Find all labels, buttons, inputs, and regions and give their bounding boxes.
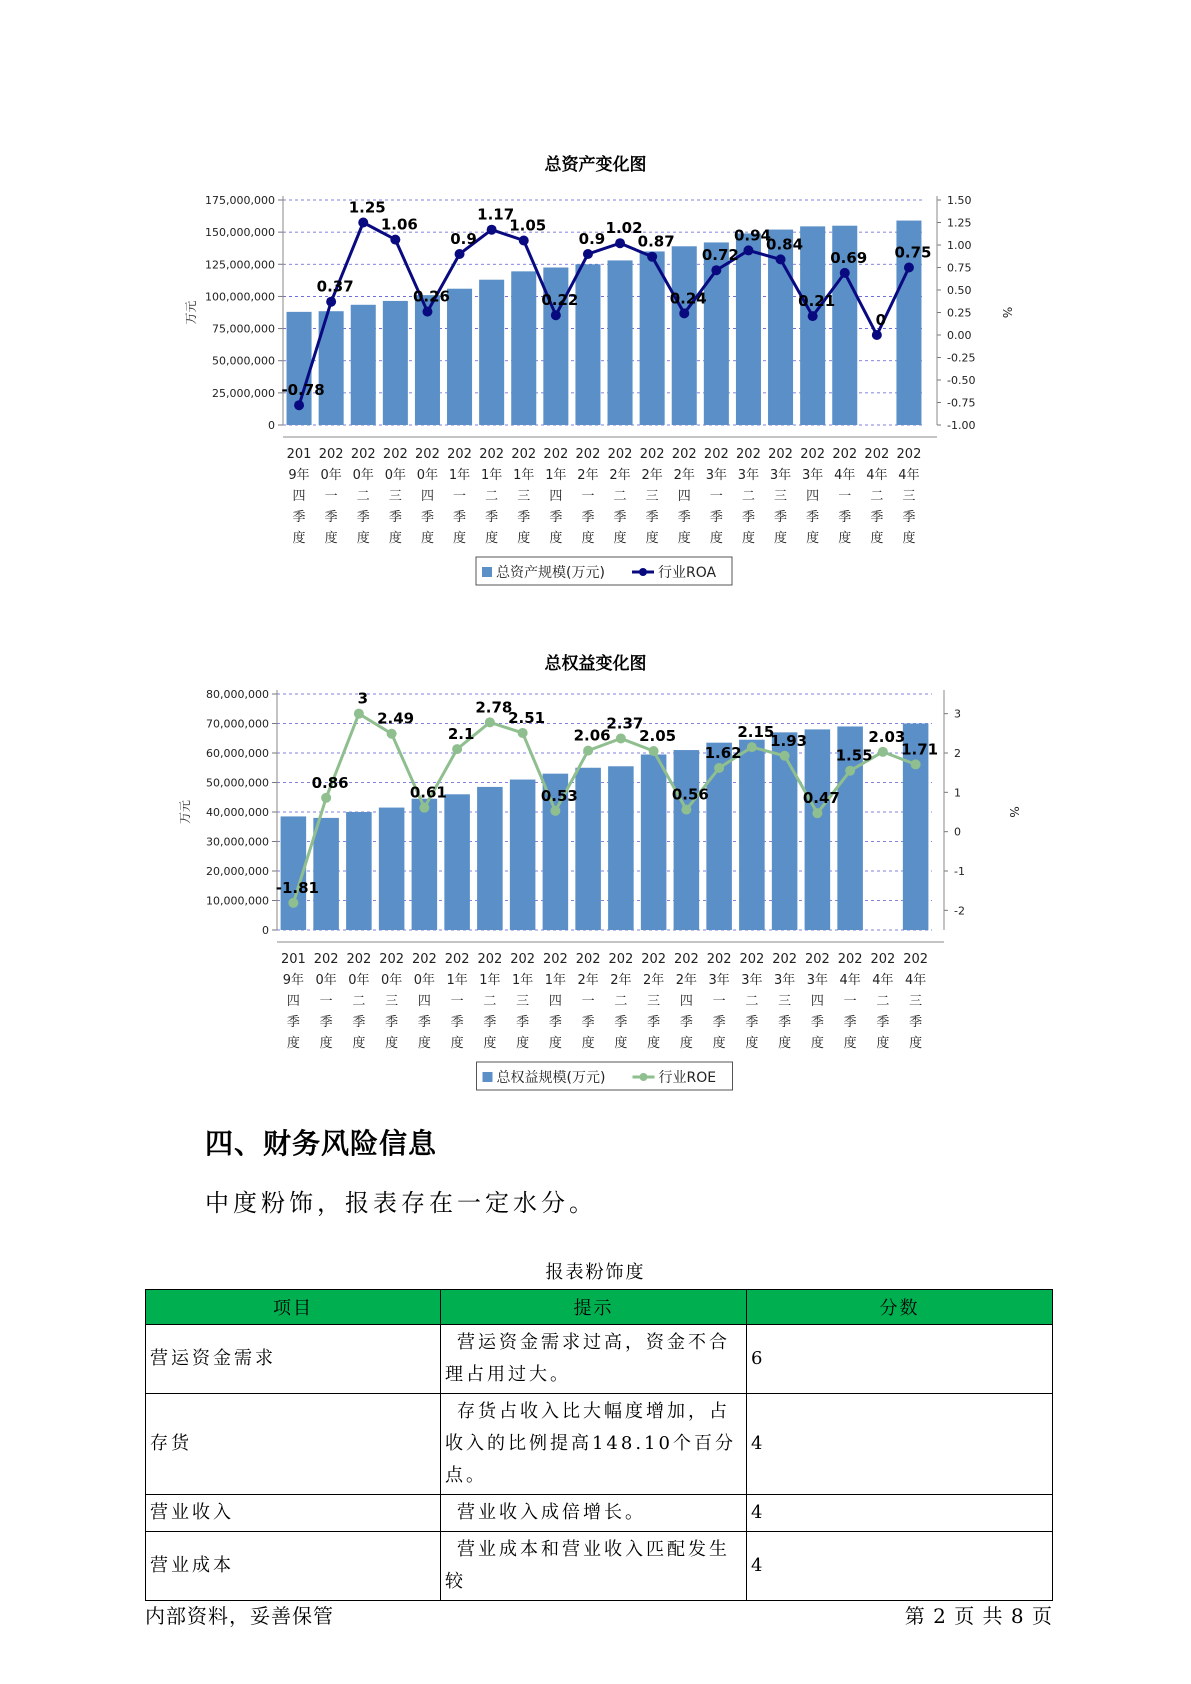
- data-label: 1.05: [509, 216, 547, 235]
- line-point: [872, 330, 882, 340]
- data-label: 2.1: [447, 725, 475, 744]
- bar: [736, 233, 761, 425]
- row-item: 营业收入: [146, 1495, 441, 1532]
- bar: [379, 808, 405, 930]
- line-point: [358, 218, 368, 228]
- data-label: 0.47: [802, 789, 840, 808]
- x-tick-label: 202 2年二季度: [607, 447, 633, 546]
- data-label: 0.84: [766, 235, 804, 254]
- data-label: 1.62: [704, 743, 742, 762]
- y-tick-label: 0: [268, 419, 275, 432]
- data-label: 2.05: [639, 727, 677, 746]
- data-label: 2.49: [377, 709, 415, 728]
- bar: [575, 768, 601, 930]
- y-tick-label: 175,000,000: [205, 194, 275, 207]
- line-point: [681, 805, 691, 815]
- data-label: 2.37: [606, 714, 644, 733]
- line-point: [294, 400, 304, 410]
- total-equity-chart: [0, 670, 1191, 1100]
- y2-tick-label: 2: [954, 747, 961, 760]
- y-tick-label: 0: [262, 924, 269, 937]
- line-point: [711, 265, 721, 275]
- line-point: [288, 898, 298, 908]
- bar: [447, 289, 472, 425]
- table-row: [146, 1325, 1053, 1394]
- chart-1-title: 总资产变化图: [544, 155, 647, 175]
- y-tick-label: 80,000,000: [206, 688, 269, 701]
- line-point: [455, 249, 465, 259]
- line-point: [649, 746, 659, 756]
- x-tick-label: 202 4年三季度: [896, 447, 922, 546]
- y2-tick-label: 3: [954, 707, 961, 721]
- y-tick-label: 50,000,000: [212, 354, 275, 368]
- table-caption: 报表粉饰度: [545, 1262, 646, 1283]
- y2-tick-label: 1.50: [947, 194, 972, 207]
- line-point: [616, 733, 626, 743]
- bar: [346, 812, 372, 930]
- y2-tick-label: 0.00: [947, 329, 972, 342]
- x-tick-label: 202 0年二季度: [350, 447, 376, 546]
- total-assets-chart: [0, 170, 1191, 600]
- bar: [672, 246, 697, 425]
- data-label: 2.06: [573, 726, 611, 745]
- data-label: 0: [875, 311, 887, 329]
- table-header-row: [146, 1290, 1053, 1325]
- header-item: 项目: [146, 1290, 441, 1325]
- bar: [674, 750, 700, 930]
- data-label: 0.69: [830, 248, 868, 267]
- line-point: [747, 742, 757, 752]
- line-point: [390, 235, 400, 245]
- header-score: 分数: [746, 1290, 1052, 1325]
- y-tick-label: 75,000,000: [212, 322, 275, 336]
- y2-tick-label: -2: [954, 904, 965, 918]
- row-score: 4: [746, 1532, 1052, 1601]
- data-label: 2.03: [868, 727, 906, 746]
- line-point: [354, 709, 364, 719]
- y2-tick-label: -0.75: [947, 396, 976, 410]
- row-hint: 营运资金需求过高，资金不合理占用过大。: [440, 1325, 746, 1394]
- x-tick-label: 202 0年一季度: [313, 952, 339, 1051]
- line-point: [911, 759, 921, 769]
- y-tick-label: 25,000,000: [212, 386, 275, 400]
- x-tick-label: 202 3年一季度: [703, 447, 729, 546]
- row-score: 4: [746, 1495, 1052, 1532]
- bar: [805, 729, 831, 930]
- x-tick-label: 202 1年三季度: [510, 952, 536, 1051]
- line-point: [419, 803, 429, 813]
- data-label: 0.24: [669, 289, 707, 308]
- y2-tick-label: -1: [954, 865, 965, 878]
- data-label: 0.61: [409, 783, 447, 802]
- data-label: 1.71: [901, 740, 939, 759]
- section-summary: 中度粉饰，报表存在一定水分。: [205, 1189, 597, 1217]
- line-point: [519, 236, 529, 246]
- bar: [608, 260, 633, 425]
- x-tick-label: 202 0年四季度: [411, 952, 437, 1051]
- line-point: [422, 307, 432, 317]
- line-point: [776, 254, 786, 264]
- row-hint: 营业收入成倍增长。: [440, 1495, 746, 1532]
- x-tick-label: 202 1年四季度: [543, 447, 569, 546]
- line-point: [878, 747, 888, 757]
- row-score: 6: [746, 1325, 1052, 1394]
- x-tick-label: 202 2年四季度: [671, 447, 697, 546]
- legend-label-bar: 总权益规模(万元): [496, 1070, 606, 1086]
- data-label: 1.17: [477, 205, 515, 224]
- bar: [383, 301, 408, 425]
- x-tick-label: 202 4年一季度: [832, 447, 858, 546]
- risk-table: [145, 1289, 1053, 1601]
- data-label: 0.86: [311, 773, 349, 792]
- bar: [772, 732, 798, 930]
- data-label: 0.9: [578, 230, 606, 248]
- line-point: [647, 252, 657, 262]
- footer-confidential: 内部资料，妥善保管: [145, 1604, 334, 1628]
- data-label: 0.26: [412, 287, 450, 306]
- x-tick-label: 202 0年三季度: [379, 952, 405, 1051]
- line-point: [615, 238, 625, 248]
- y-axis-label: 万元: [184, 300, 198, 325]
- chart-2-title: 总权益变化图: [544, 654, 647, 674]
- line-point: [714, 763, 724, 773]
- data-label: 1.02: [605, 219, 643, 238]
- data-label: 2.15: [737, 723, 775, 742]
- y2-tick-label: -0.25: [947, 351, 976, 365]
- y2-tick-label: 1.25: [947, 216, 972, 230]
- y-tick-label: 40,000,000: [206, 806, 269, 819]
- line-point: [904, 263, 914, 273]
- x-tick-label: 202 4年二季度: [864, 447, 890, 546]
- line-point: [485, 717, 495, 727]
- x-tick-label: 202 3年二季度: [739, 952, 765, 1051]
- x-tick-label: 202 4年一季度: [837, 952, 863, 1051]
- y-axis-label: 万元: [178, 799, 192, 825]
- line-point: [840, 268, 850, 278]
- line-point: [326, 297, 336, 307]
- legend-swatch-point: [640, 1073, 648, 1081]
- legend-label-line: 行业ROA: [658, 565, 717, 581]
- bar: [477, 787, 503, 930]
- bar: [800, 226, 825, 425]
- data-label: 0.56: [671, 785, 709, 804]
- bar: [640, 251, 665, 425]
- x-tick-label: 202 3年四季度: [800, 447, 826, 546]
- data-label: 0.72: [701, 246, 739, 265]
- data-label: 1.93: [770, 731, 808, 750]
- y2-tick-label: -0.50: [947, 374, 976, 387]
- x-tick-label: 202 3年一季度: [706, 952, 732, 1051]
- data-label: 0.37: [316, 277, 354, 296]
- x-tick-label: 202 0年三季度: [382, 447, 408, 546]
- data-label: 0.21: [798, 292, 836, 311]
- section-title: 四、财务风险信息: [205, 1127, 438, 1160]
- line-point: [812, 808, 822, 818]
- x-tick-label: 202 3年三季度: [772, 952, 798, 1051]
- line-point: [550, 806, 560, 816]
- legend-swatch-bar: [482, 567, 492, 577]
- bar: [575, 264, 600, 425]
- x-tick-label: 202 1年二季度: [477, 952, 503, 1051]
- x-tick-label: 202 0年二季度: [346, 952, 372, 1051]
- x-tick-label: 201 9年四季度: [286, 447, 312, 546]
- x-tick-label: 202 2年三季度: [641, 952, 667, 1051]
- y-tick-label: 10,000,000: [206, 894, 269, 908]
- y2-axis-label: %: [1007, 806, 1021, 818]
- data-label: -0.78: [281, 381, 325, 400]
- header-hint: 提示: [440, 1290, 746, 1325]
- x-tick-label: 201 9年四季度: [280, 952, 306, 1051]
- bar: [739, 740, 765, 930]
- x-tick-label: 202 2年二季度: [608, 952, 634, 1051]
- y2-tick-label: 0.50: [947, 284, 972, 297]
- x-tick-label: 202 3年三季度: [768, 447, 793, 546]
- y2-tick-label: 1: [954, 786, 961, 800]
- y2-tick-label: 0.75: [947, 261, 972, 275]
- bar: [608, 766, 634, 930]
- data-label: 0.87: [637, 232, 675, 251]
- line-point: [845, 766, 855, 776]
- bar: [511, 271, 536, 425]
- x-tick-label: 202 1年四季度: [542, 952, 568, 1051]
- y-tick-label: 100,000,000: [205, 290, 275, 304]
- legend-label-line: 行业ROE: [658, 1070, 717, 1086]
- row-item: 营业成本: [146, 1532, 441, 1601]
- line-point: [583, 746, 593, 756]
- table-row: [146, 1532, 1053, 1601]
- table-row: [146, 1394, 1053, 1495]
- line-point: [387, 729, 397, 739]
- data-label: 1.25: [348, 198, 386, 217]
- line-point: [743, 245, 753, 255]
- data-label: 0.22: [541, 291, 579, 310]
- data-label: -1.81: [275, 878, 319, 897]
- y-tick-label: 50,000,000: [206, 776, 269, 790]
- data-label: 0.94: [733, 226, 771, 245]
- x-tick-label: 202 2年三季度: [639, 447, 665, 546]
- legend-swatch-bar: [483, 1072, 493, 1082]
- y2-tick-label: 0: [954, 825, 961, 839]
- line-point: [551, 310, 561, 320]
- data-label: 3: [357, 689, 369, 708]
- x-tick-label: 202 1年一季度: [444, 952, 470, 1051]
- bar: [510, 780, 536, 930]
- line-point: [321, 793, 331, 803]
- y2-axis-label: %: [1000, 306, 1014, 319]
- bar: [351, 305, 376, 425]
- data-label: 2.78: [475, 698, 513, 717]
- y2-tick-label: -1.00: [947, 419, 976, 432]
- line-point: [452, 744, 462, 754]
- x-tick-label: 202 1年三季度: [511, 447, 537, 546]
- line-point: [518, 728, 528, 738]
- line-point: [583, 249, 593, 259]
- x-tick-label: 202 4年三季度: [903, 952, 929, 1051]
- row-hint: 存货占收入比大幅度增加，占收入的比例提高148.10个百分点。: [440, 1394, 746, 1495]
- line-point: [679, 308, 689, 318]
- legend-label-bar: 总资产规模(万元): [496, 565, 605, 581]
- bar: [412, 799, 438, 930]
- data-label: 2.51: [508, 708, 546, 727]
- x-tick-label: 202 3年四季度: [804, 952, 830, 1051]
- y-tick-label: 70,000,000: [206, 717, 269, 731]
- bar: [313, 818, 339, 930]
- row-score: 4: [746, 1394, 1052, 1495]
- x-tick-label: 202 2年一季度: [575, 447, 601, 546]
- line-point: [808, 311, 818, 321]
- line-point: [780, 751, 790, 761]
- data-label: 1.06: [380, 215, 418, 234]
- x-tick-label: 202 1年一季度: [447, 447, 472, 546]
- data-label: 0.9: [450, 230, 477, 248]
- legend-swatch-point: [639, 568, 647, 576]
- row-hint: 营业成本和营业收入匹配发生较: [440, 1532, 746, 1601]
- table-row: [146, 1495, 1053, 1532]
- y-tick-label: 20,000,000: [206, 865, 269, 878]
- bar: [444, 794, 470, 930]
- row-item: 营运资金需求: [146, 1325, 441, 1394]
- x-tick-label: 202 3年二季度: [736, 447, 761, 546]
- x-tick-label: 202 2年一季度: [575, 952, 601, 1051]
- y2-tick-label: 0.25: [947, 306, 972, 320]
- data-label: 1.55: [835, 746, 873, 765]
- y2-tick-label: 1.00: [947, 239, 972, 252]
- data-label: 0.53: [540, 786, 578, 805]
- x-tick-label: 202 2年四季度: [673, 952, 699, 1051]
- y-tick-label: 150,000,000: [205, 226, 275, 240]
- y-tick-label: 60,000,000: [206, 747, 269, 760]
- bar: [641, 754, 667, 930]
- x-tick-label: 202 0年一季度: [318, 447, 344, 546]
- x-tick-label: 202 0年四季度: [415, 447, 440, 546]
- x-tick-label: 202 1年二季度: [479, 447, 505, 546]
- x-tick-label: 202 4年二季度: [870, 952, 896, 1051]
- y-tick-label: 125,000,000: [205, 258, 275, 272]
- bar: [479, 280, 504, 425]
- data-label: 0.75: [894, 243, 932, 262]
- line-point: [487, 225, 497, 235]
- y-tick-label: 30,000,000: [206, 835, 269, 849]
- row-item: 存货: [146, 1394, 441, 1495]
- footer-page-number: 第 2 页 共 8 页: [904, 1604, 1053, 1628]
